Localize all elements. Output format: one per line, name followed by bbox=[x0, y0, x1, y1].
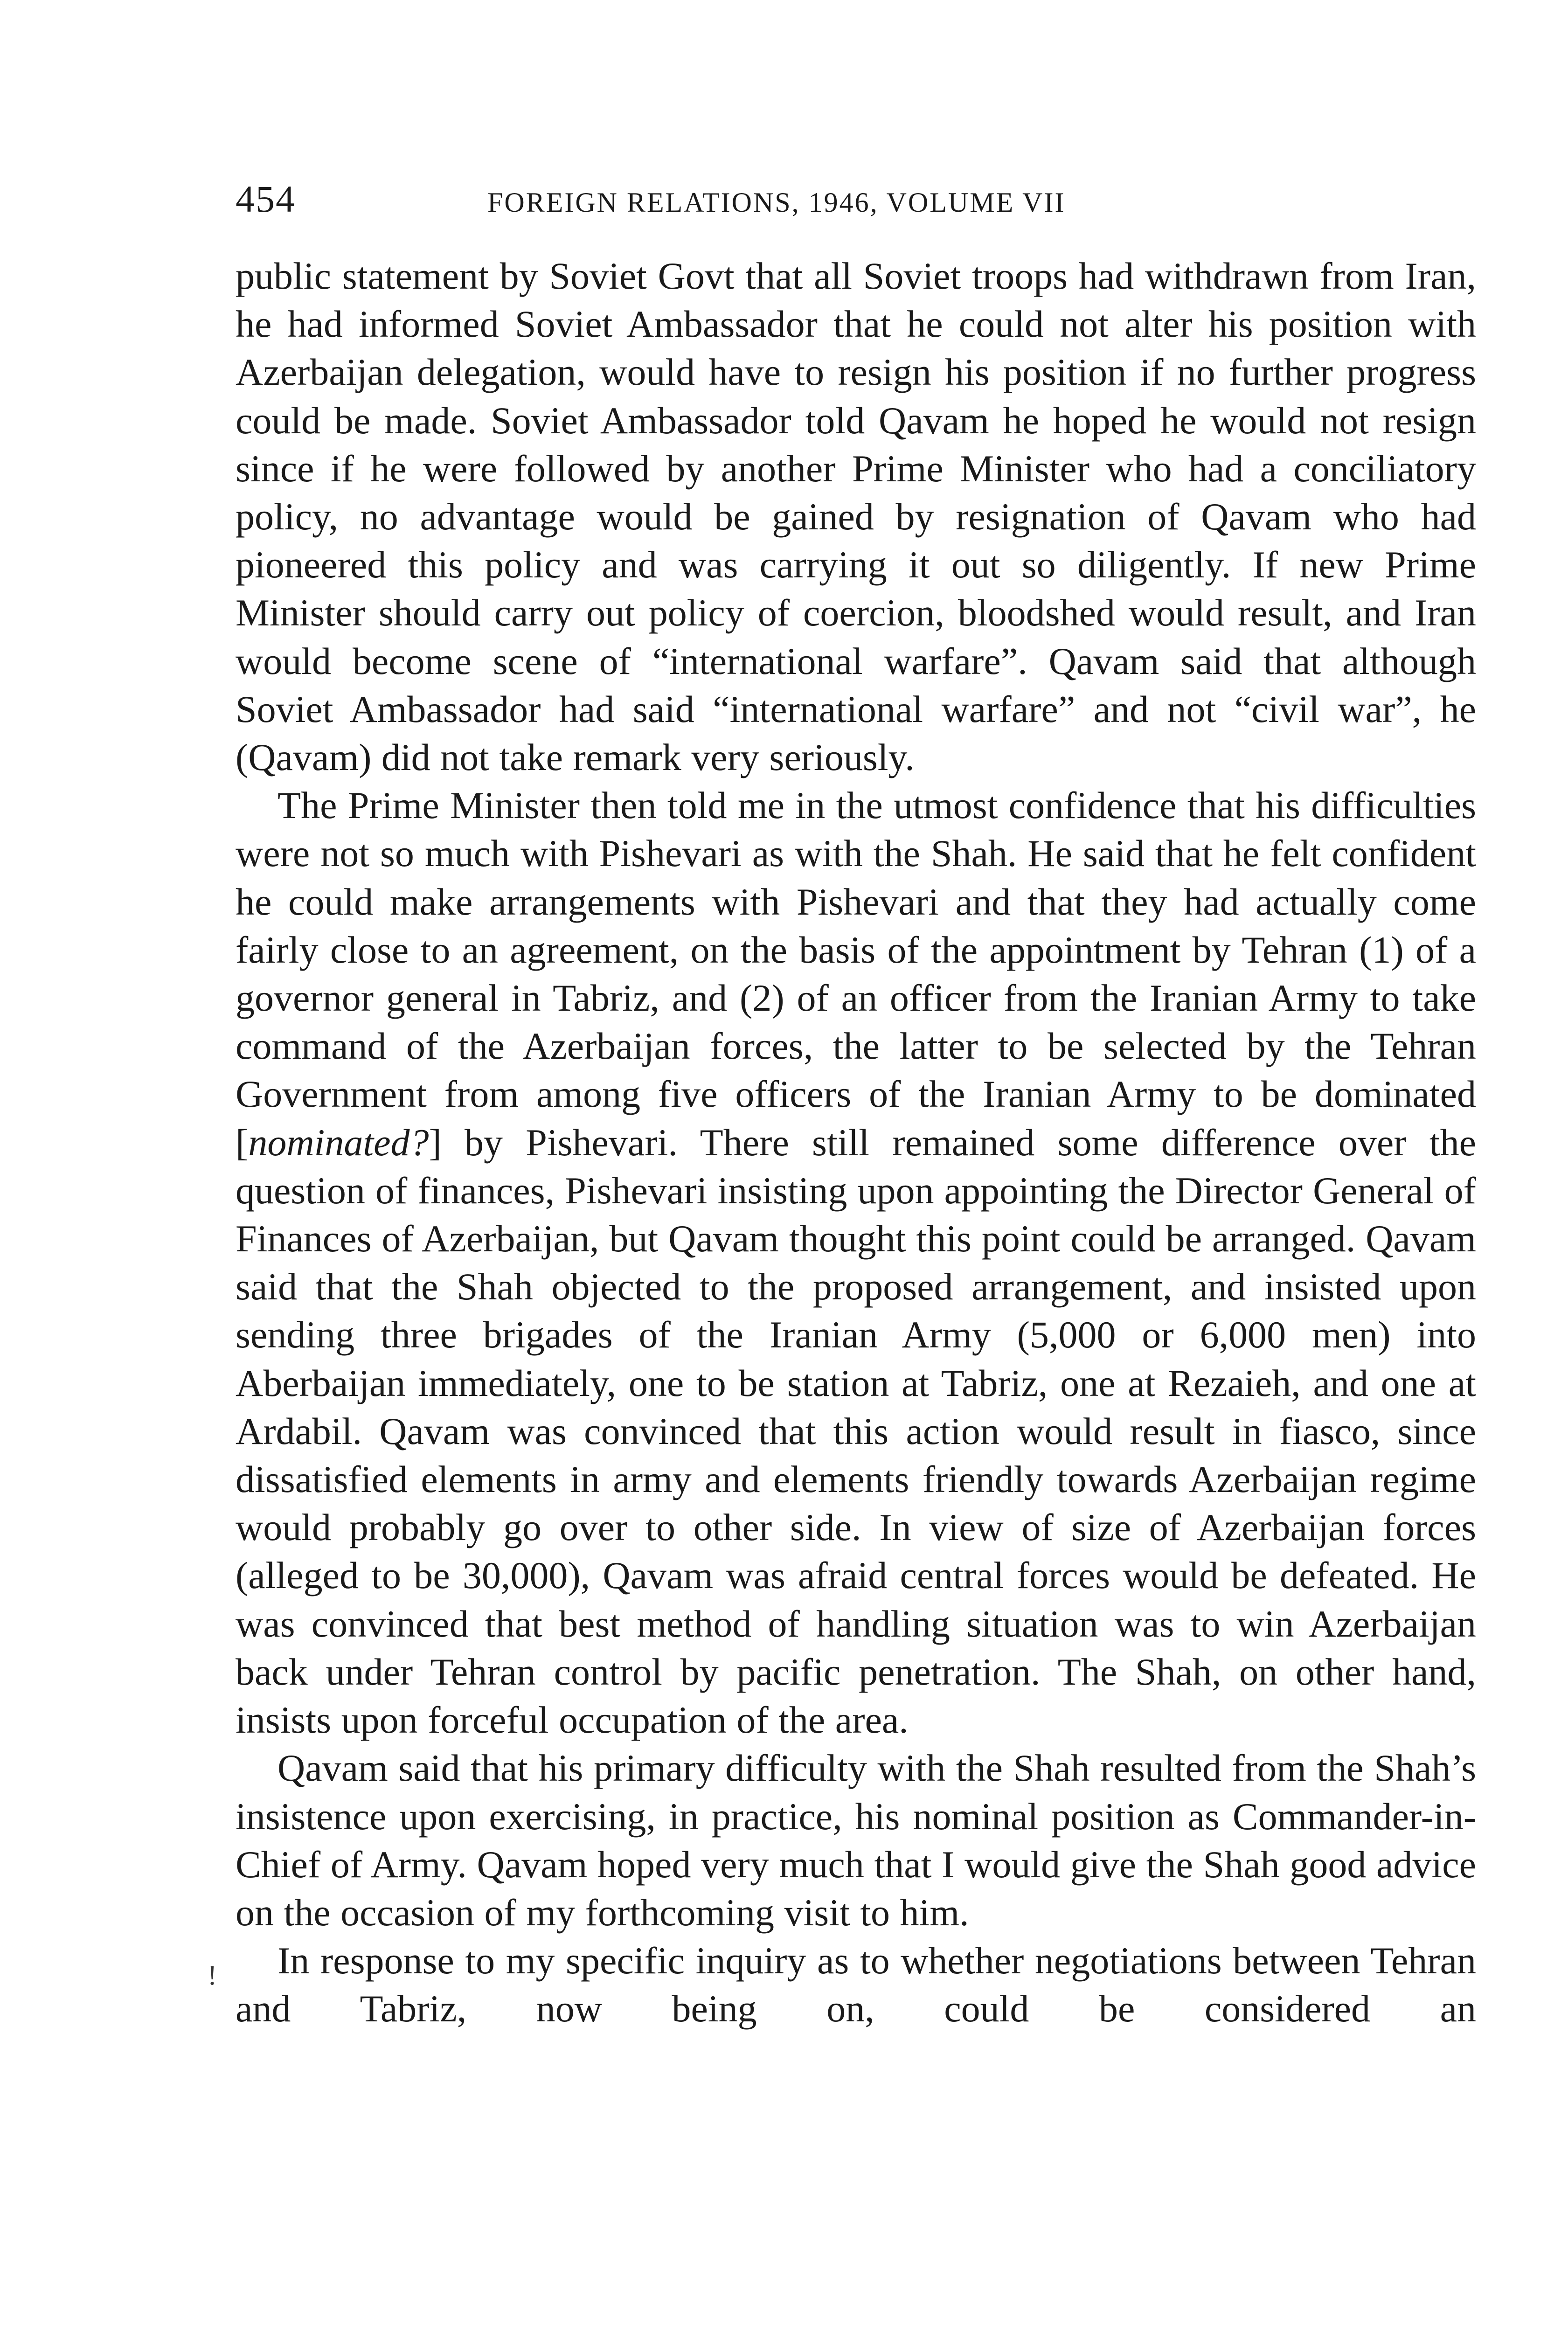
running-head bbox=[236, 174, 1476, 229]
page-number: 454 bbox=[236, 178, 296, 220]
editorial-insertion: nominated? bbox=[248, 1121, 429, 1164]
paragraph-shah-difficulties bbox=[236, 781, 1476, 1744]
margin-mark: ! bbox=[208, 1960, 217, 1991]
paragraph-negotiations: In response to my specific inquiry as to whether negotiations between Tehran and Tabriz, now being on, could be considered an bbox=[236, 1939, 1476, 2030]
paragraph-continuation: public statement by Soviet Govt that all Soviet troops had withdrawn from Iran, he had informed Soviet Ambassador that he could not alter his position with Azerbaijan delegation, would have to resign his position if no further progress could be made. Soviet Ambassador told Qavam he hoped he would not resign since if he were followed by another Prime Minister who had a conciliatory policy, no advantage would be gained by resignation of Qavam who had pioneered this policy and was carrying it out so diligently. If new Prime Minister should carry out policy of coercion, bloodshed would result, and Iran would become scene of “international warfare”. Qavam said that although Soviet Ambassador had said “international warfare” and not “civil war”, he (Qavam) did not take remark very seriously. bbox=[236, 255, 1476, 779]
body-text bbox=[236, 252, 1476, 2033]
running-title: FOREIGN RELATIONS, 1946, VOLUME VII bbox=[487, 187, 1066, 218]
paragraph-text: ] by Pishevari. There still remained some difference over the question of finances, Pishevari insisting upon appointing the Director General of Finances of Azerbaijan, but Qavam thought this point could be arranged. Qavam said that the Shah objected to the proposed arrangement, and insisted upon sending three brigades of the Iranian Army (5,000 or 6,000 men) into Aberbaijan immediately, one to be station at Tabriz, one at Rezaieh, and one at Ardabil. Qavam was convinced that this action would result in fiasco, since dissatisfied elements in army and elements friendly towards Azerbaijan regime would probably go over to other side. In view of size of Azerbaijan forces (alleged to be 30,000), Qavam was afraid central forces would be defeated. He was convinced that best method of handling situation was to win Azerbaijan back under Tehran control by pacific penetration. The Shah, on other hand, insists upon forceful occupation of the area. bbox=[236, 1121, 1476, 1742]
paragraph-commander-in-chief: Qavam said that his primary difficulty with the Shah resulted from the Shah’s insistence upon exercising, in practice, his nominal position as Commander-in-Chief of Army. Qavam hoped very much that I would give the Shah good advice on the occasion of my forthcoming visit to him. bbox=[236, 1747, 1476, 1934]
paragraph-text: The Prime Minister then told me in the utmost confidence that his difficulties were not so much with Pishevari as with the Shah. He said that he felt confident he could make arrangements with Pishevari and that they had actually come fairly close to an agreement, on the basis of the appointment by Tehran (1) of a governor general in Tabriz, and (2) of an officer from the Iranian Army to take command of the Azerbaijan forces, the latter to be selected by the Tehran Government from among five officers of the Iranian Army to be dominated [ bbox=[236, 784, 1476, 1164]
